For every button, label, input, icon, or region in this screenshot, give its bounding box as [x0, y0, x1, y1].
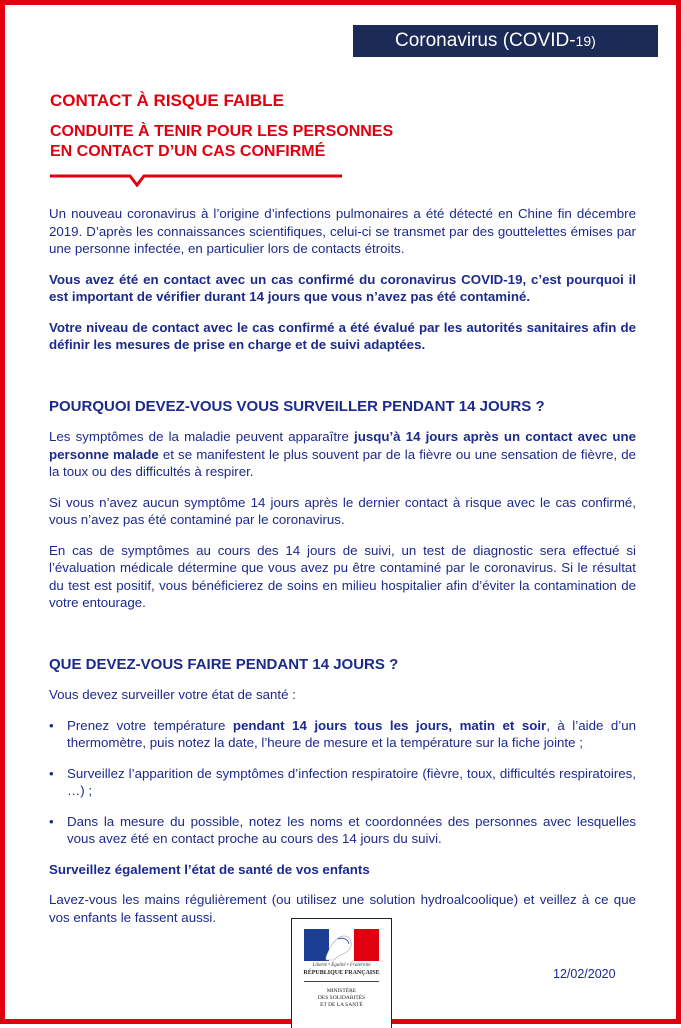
main-content [49, 205, 636, 939]
bullet-emphasis: pendant 14 jours tous les jours, matin et soir [232, 717, 547, 733]
symptoms-text: Les symptômes de la maladie peuvent apparaître [49, 429, 354, 444]
banner-title: Coronavirus (COVID- [395, 30, 576, 51]
no-symptom-paragraph: Si vous n’avez aucun symptôme 14 jours après le dernier contact à risque avec le cas confirmé, vous n’avez pas été contaminé par le coronavirus. [49, 494, 636, 527]
children-paragraph: Lavez-vous les mains régulièrement (ou utilisez une solution hydroalcoolique) et veillez à ce que vos enfants le fassent aussi. [49, 892, 636, 925]
children-heading: Surveillez également l’état de santé de vos enfants [49, 861, 370, 877]
bullet-icon: • [49, 765, 54, 781]
symptoms-text-end: et se manifestent le plus souvent par de la fièvre ou une sensation de fièvre, de la toux ou des difficultés à respirer. [49, 446, 637, 479]
subtitle-line-1: CONDUITE À TENIR POUR LES PERSONNES [50, 123, 394, 140]
republic-name: RÉPUBLIQUE FRANÇAISE [303, 970, 380, 976]
contact-statement: Vous avez été en contact avec un cas confirmé du coronavirus COVID-19, c’est pourquoi il est important de vérifier durant 14 jours que vous n’avez pas été contaminé. [49, 271, 636, 304]
header-banner [353, 25, 658, 57]
bullet-text-end: , à l’aide d’un thermomètre, puis notez la date, l’heure de mesure et la température sur la fiche jointe ; [67, 717, 636, 750]
document-subtitle [50, 122, 393, 162]
bullet-icon: • [49, 717, 54, 733]
ministry-name: MINISTÈRE DES SOLIDARITÉS ET DE LA SANTÉ [317, 988, 366, 1008]
document-date: 12/02/2020 [553, 967, 616, 981]
contact-level-statement: Votre niveau de contact avec le cas confirmé a été évalué par les autorités sanitaires afin de définir les mesures de prise en charge et de suivi adaptées. [49, 319, 636, 352]
logo-divider [304, 981, 379, 982]
bullet-icon: • [49, 813, 54, 829]
test-paragraph: En cas de symptômes au cours des 14 jours de suivi, un test de diagnostic sera effectué si l’évaluation médicale détermine que vous avez pu être contaminé par le coronavirus. Si le résultat du test est positif, vous bénéficierez de soins en milieu hospitalier afin d’éviter la contamination de votre entourage. [49, 542, 636, 610]
ministry-logo [291, 918, 392, 1028]
symptoms-emphasis: jusqu’à 14 jours après un contact avec une personne malade [49, 429, 637, 462]
title-underline [50, 173, 342, 189]
intro-paragraph: Un nouveau coronavirus à l’origine d’infections pulmonaires a été détecté en Chine fin décembre 2019. D’après les connaissances scientifiques, celui-ci se transmet par des gouttelettes émises par une personne infectée, en particulier lors de contacts étroits. [49, 206, 636, 256]
document-title: CONTACT À RISQUE FAIBLE [50, 91, 284, 110]
instructions-list [49, 717, 636, 848]
list-item [49, 765, 636, 800]
marianne-icon [304, 929, 379, 961]
subtitle-line-2: EN CONTACT D’UN CAS CONFIRMÉ [50, 143, 326, 160]
monitor-intro: Vous devez surveiller votre état de santé : [49, 687, 296, 702]
bullet-text: Prenez votre température [67, 717, 233, 733]
symptoms-paragraph [49, 428, 636, 481]
bullet-text: Surveillez l’apparition de symptômes d’infection respiratoire (fièvre, toux, difficultés respiratoires, …) ; [67, 765, 636, 798]
section-what-title: QUE DEVEZ-VOUS FAIRE PENDANT 14 JOURS ? [49, 655, 399, 673]
bullet-text: Dans la mesure du possible, notez les noms et coordonnées des personnes avec lesquelles vous avez été en contact proche au cours des 14 jours du suivi. [67, 813, 636, 846]
banner-title-suffix: 19) [575, 33, 596, 49]
section-why-title: POURQUOI DEVEZ-VOUS VOUS SURVEILLER PENDANT 14 JOURS ? [49, 397, 545, 415]
republic-motto: Liberté • Égalité • Fraternité [312, 963, 371, 968]
list-item [49, 717, 636, 752]
list-item [49, 813, 636, 848]
